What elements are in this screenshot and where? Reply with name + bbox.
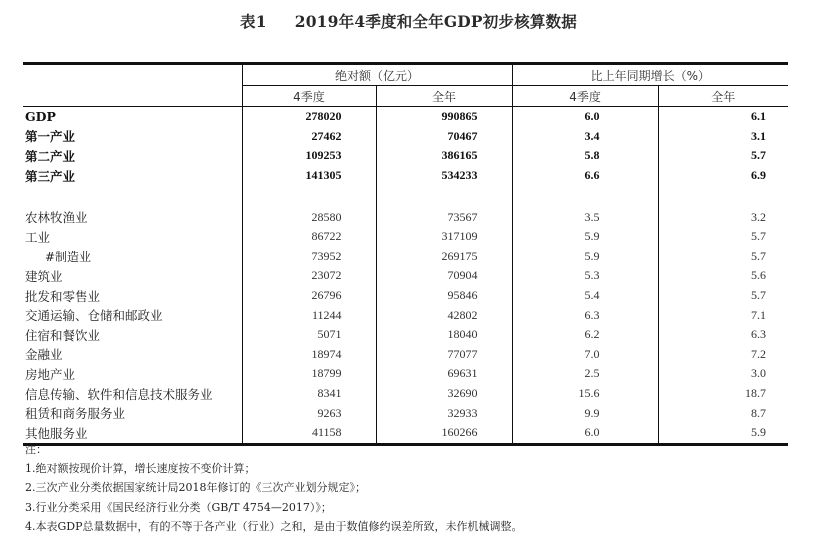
cell-year-abs: 95846 — [376, 286, 512, 306]
table-row — [23, 325, 788, 345]
header-growth-year: 全年 — [658, 86, 788, 107]
cell-q4-abs: 9263 — [242, 403, 376, 423]
row-label: #制造业 — [45, 249, 92, 264]
cell-year-growth: 7.2 — [658, 345, 788, 365]
table-row — [23, 286, 788, 306]
cell-year-growth: 3.0 — [658, 364, 788, 384]
cell-year-growth: 5.6 — [658, 266, 788, 286]
spacer-cell — [376, 185, 512, 207]
row-label: GDP — [25, 109, 56, 125]
row-label: 租赁和商务服务业 — [25, 406, 126, 422]
note-item: 2.三次产业分类依据国家统计局2018年修订的《三次产业划分规定》； — [25, 481, 366, 495]
cell-year-abs: 69631 — [376, 364, 512, 384]
cell-q4-abs: 86722 — [242, 227, 376, 247]
cell-year-abs: 386165 — [376, 146, 512, 166]
cell-year-abs: 32933 — [376, 403, 512, 423]
table-row — [23, 146, 788, 166]
cell-year-growth: 5.9 — [658, 423, 788, 444]
note-item: 1.绝对额按现价计算，增长速度按不变价计算； — [25, 462, 256, 476]
cell-q4-growth: 15.6 — [512, 384, 658, 404]
row-label: 批发和零售业 — [25, 288, 101, 304]
row-label: 第三产业 — [25, 168, 76, 184]
header-growth: 比上年同期增长（%） — [512, 64, 788, 86]
cell-year-growth: 5.7 — [658, 146, 788, 166]
row-label: 第二产业 — [25, 148, 76, 164]
cell-q4-growth: 2.5 — [512, 364, 658, 384]
cell-q4-growth: 6.0 — [512, 107, 658, 127]
table-title — [0, 10, 817, 32]
spacer-cell — [658, 185, 788, 207]
table-row — [23, 345, 788, 365]
cell-year-abs: 77077 — [376, 345, 512, 365]
gdp-table — [23, 62, 788, 446]
cell-year-abs: 32690 — [376, 384, 512, 404]
table-title-text: 2019年4季度和全年GDP初步核算数据 — [294, 12, 577, 31]
cell-year-growth: 6.1 — [658, 107, 788, 127]
table-row — [23, 305, 788, 325]
row-label: 其他服务业 — [23, 423, 242, 444]
cell-year-abs: 269175 — [376, 247, 512, 267]
cell-year-growth: 3.2 — [658, 207, 788, 227]
table-row — [23, 266, 788, 286]
cell-q4-abs: 18974 — [242, 345, 376, 365]
spacer-cell — [242, 185, 376, 207]
cell-year-growth: 3.1 — [658, 127, 788, 147]
cell-q4-growth: 3.5 — [512, 207, 658, 227]
table-row — [23, 166, 788, 186]
cell-q4-growth: 6.6 — [512, 166, 658, 186]
cell-q4-growth: 6.0 — [512, 423, 658, 444]
spacer-cell — [512, 185, 658, 207]
cell-q4-abs: 73952 — [242, 247, 376, 267]
cell-year-abs: 534233 — [376, 166, 512, 186]
table-row — [23, 107, 788, 127]
cell-year-growth: 6.3 — [658, 325, 788, 345]
cell-q4-growth: 5.8 — [512, 146, 658, 166]
cell-q4-growth: 6.2 — [512, 325, 658, 345]
row-label: 信息传输、软件和信息技术服务业 — [25, 386, 213, 402]
cell-q4-abs: 8341 — [242, 384, 376, 404]
header-abs-q4: 4季度 — [242, 86, 376, 107]
cell-year-abs: 73567 — [376, 207, 512, 227]
cell-q4-growth: 6.3 — [512, 305, 658, 325]
cell-q4-abs: 41158 — [242, 423, 376, 444]
cell-q4-growth: 5.9 — [512, 247, 658, 267]
row-label: 第一产业 — [25, 129, 76, 145]
table-notes — [25, 440, 523, 536]
table-row — [23, 247, 788, 267]
cell-year-abs: 990865 — [376, 107, 512, 127]
table-row — [23, 403, 788, 423]
cell-q4-abs: 109253 — [242, 146, 376, 166]
cell-q4-growth: 9.9 — [512, 403, 658, 423]
row-label-header — [23, 64, 242, 107]
cell-year-abs: 18040 — [376, 325, 512, 345]
table-row — [23, 384, 788, 404]
cell-year-abs: 70467 — [376, 127, 512, 147]
row-label: 交通运输、仓储和邮政业 — [25, 308, 163, 324]
cell-q4-abs: 26796 — [242, 286, 376, 306]
notes-label: 注： — [25, 443, 47, 456]
header-absolute: 绝对额（亿元） — [242, 64, 512, 86]
cell-q4-growth: 5.9 — [512, 227, 658, 247]
cell-year-abs: 42802 — [376, 305, 512, 325]
row-label: 房地产业 — [25, 366, 76, 382]
header-abs-year: 全年 — [376, 86, 512, 107]
spacer-row — [23, 185, 788, 207]
cell-q4-abs: 18799 — [242, 364, 376, 384]
cell-year-growth: 7.1 — [658, 305, 788, 325]
cell-q4-abs: 5071 — [242, 325, 376, 345]
cell-year-growth: 18.7 — [658, 384, 788, 404]
spacer-cell — [23, 185, 242, 207]
cell-q4-growth: 3.4 — [512, 127, 658, 147]
cell-year-growth: 5.7 — [658, 247, 788, 267]
table-number: 表1 — [240, 12, 267, 31]
row-label: 工业 — [25, 229, 51, 245]
cell-year-abs: 160266 — [376, 423, 512, 444]
cell-year-growth: 8.7 — [658, 403, 788, 423]
table-row — [23, 227, 788, 247]
cell-year-growth: 5.7 — [658, 286, 788, 306]
cell-q4-abs: 28580 — [242, 207, 376, 227]
cell-q4-abs: 278020 — [242, 107, 376, 127]
note-item: 3.行业分类采用《国民经济行业分类（GB/T 4754—2017）》； — [25, 500, 332, 514]
row-label: 住宿和餐饮业 — [25, 327, 101, 343]
cell-year-growth: 6.9 — [658, 166, 788, 186]
cell-q4-growth: 5.3 — [512, 266, 658, 286]
header-growth-q4: 4季度 — [512, 86, 658, 107]
cell-q4-growth: 5.4 — [512, 286, 658, 306]
cell-q4-abs: 141305 — [242, 166, 376, 186]
cell-q4-growth: 7.0 — [512, 345, 658, 365]
table-row — [23, 364, 788, 384]
table-row — [23, 127, 788, 147]
cell-q4-abs: 11244 — [242, 305, 376, 325]
cell-year-abs: 317109 — [376, 227, 512, 247]
row-label: 农林牧渔业 — [25, 210, 88, 226]
cell-year-growth: 5.7 — [658, 227, 788, 247]
note-item: 4.本表GDP总量数据中，有的不等于各产业（行业）之和，是由于数值修约误差所致，未作机械调整。 — [25, 519, 523, 533]
cell-year-abs: 70904 — [376, 266, 512, 286]
table-row — [23, 207, 788, 227]
cell-q4-abs: 23072 — [242, 266, 376, 286]
row-label: 建筑业 — [25, 268, 63, 284]
row-label: 金融业 — [25, 347, 63, 363]
cell-q4-abs: 27462 — [242, 127, 376, 147]
